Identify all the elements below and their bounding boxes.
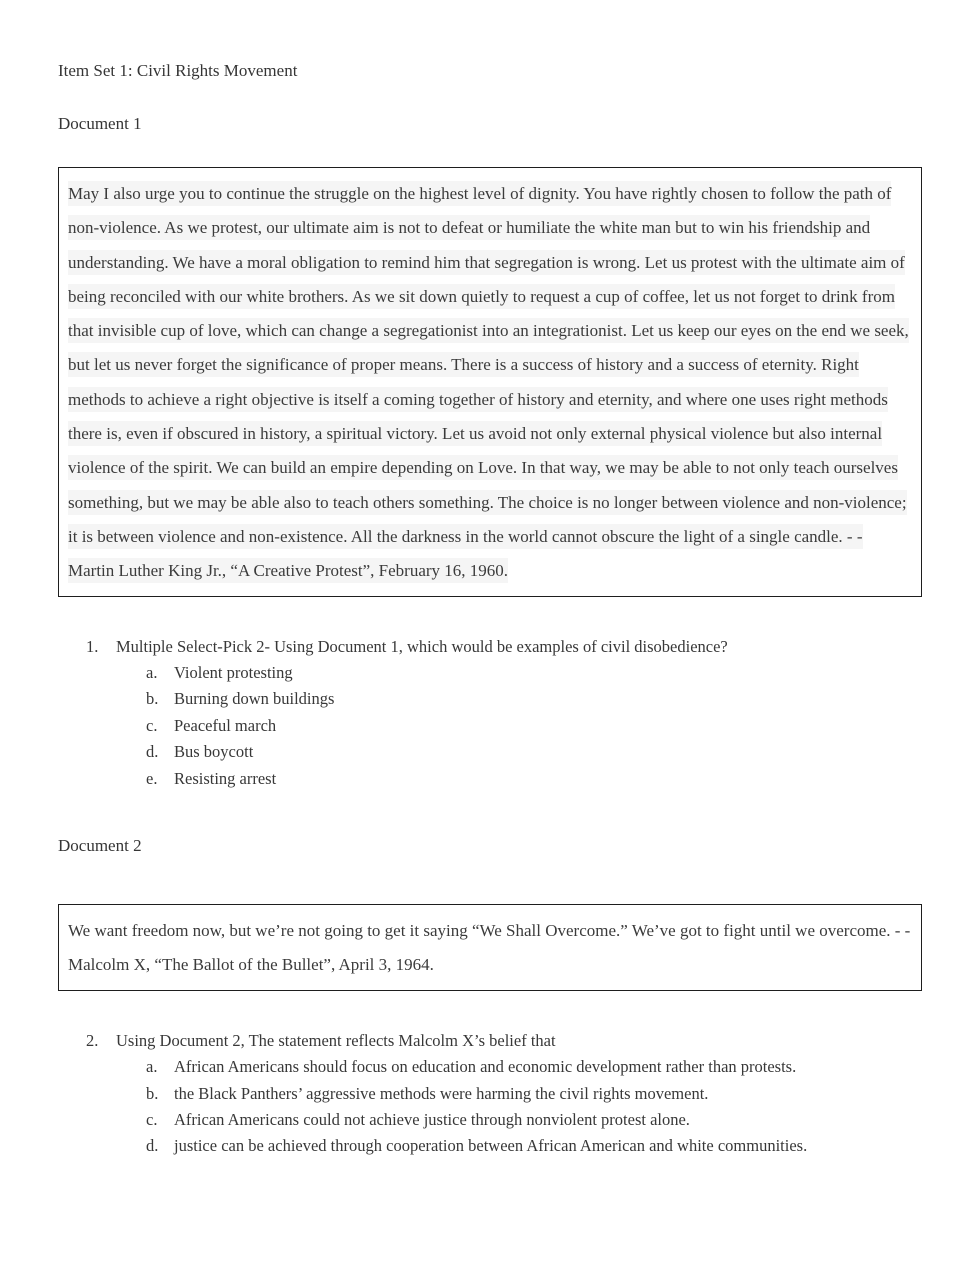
page-title: Item Set 1: Civil Rights Movement [58,61,298,80]
question2-number: 2. [86,1030,99,1050]
question1-option-b [58,686,922,712]
option-letter: b. [146,1083,159,1103]
question1-block [58,634,922,793]
option-letter: a. [146,1057,158,1077]
document2-text: We want freedom now, but we’re not going to get it saying “We Shall Overcome.” We’ve got to fight until we overcome. - - Malcolm X, “The Ballot of the Bullet”, April 3, 1964. [68,921,911,975]
option-text: justice can be achieved through cooperation between African American and white communities. [174,1136,808,1156]
question2-option-a [58,1054,922,1080]
question1 [58,634,922,661]
option-text: Burning down buildings [174,689,335,709]
document2-label: Document 2 [58,836,142,856]
question1-option-a [58,660,922,686]
option-letter: c. [146,715,158,735]
question2-option-c [58,1107,922,1133]
question2-option-d [58,1133,922,1159]
option-letter: c. [146,1110,158,1129]
option-letter: d. [146,1136,159,1156]
question1-option-e [58,766,922,792]
option-text: African Americans could not achieve justice through nonviolent protest alone. [174,1110,690,1129]
option-text: African Americans should focus on education and economic development rather than protests. [174,1057,797,1077]
question1-option-d [58,739,922,765]
question2-text: Using Document 2, The statement reflects Malcolm X’s belief that [116,1030,556,1050]
question2 [58,1028,922,1055]
document1-quote-box [58,167,922,597]
question2-option-b [58,1081,922,1107]
option-text: the Black Panthers’ aggressive methods were harming the civil rights movement. [174,1083,709,1103]
option-text: Resisting arrest [174,768,277,788]
question1-text: Multiple Select-Pick 2- Using Document 1, which would be examples of civil disobedience? [116,636,728,656]
question1-number: 1. [86,636,99,656]
question1-option-c [58,713,922,739]
option-letter: e. [146,768,158,788]
option-text: Bus boycott [174,742,254,762]
document1-label: Document 1 [58,114,142,133]
document2-quote-box [58,904,922,991]
question2-block [58,1028,922,1160]
option-letter: a. [146,663,158,683]
document1-text: May I also urge you to continue the struggle on the highest level of dignity. You have rightly chosen to follow the path of non-violence. As we protest, our ultimate aim is not to defeat or humiliate the white man but to win his friendship and understanding. We have a moral obligation to remind him that segregation is wrong. Let us protest with the ultimate aim of being reconciled with our white brothers. As we sit down quietly to request a cup of coffee, let us not forget to drink from that invisible cup of love, which can change a segregationist into an integrationist. Let us keep our eyes on the end we seek, but let us never forget the significance of proper means. There is a success of history and a success of eternity. Right methods to achieve a right objective is itself a coming together of history and eternity, and where one uses right methods there is, even if obscured in history, a spiritual victory. Let us avoid not only external physical violence but also internal violence of the spirit. We can build an empire depending on Love. In that way, we may be able to not only teach ourselves something, but we may be able also to teach others something. The choice is no longer between violence and non-violence; it is between violence and non-existence. All the darkness in the world cannot obscure the light of a single candle. - - Martin Luther King Jr., “A Creative Protest”, February 16, 1960. [68,177,912,589]
option-text: Violent protesting [174,663,293,683]
option-letter: d. [146,742,159,762]
option-text: Peaceful march [174,715,277,735]
option-letter: b. [146,689,159,709]
